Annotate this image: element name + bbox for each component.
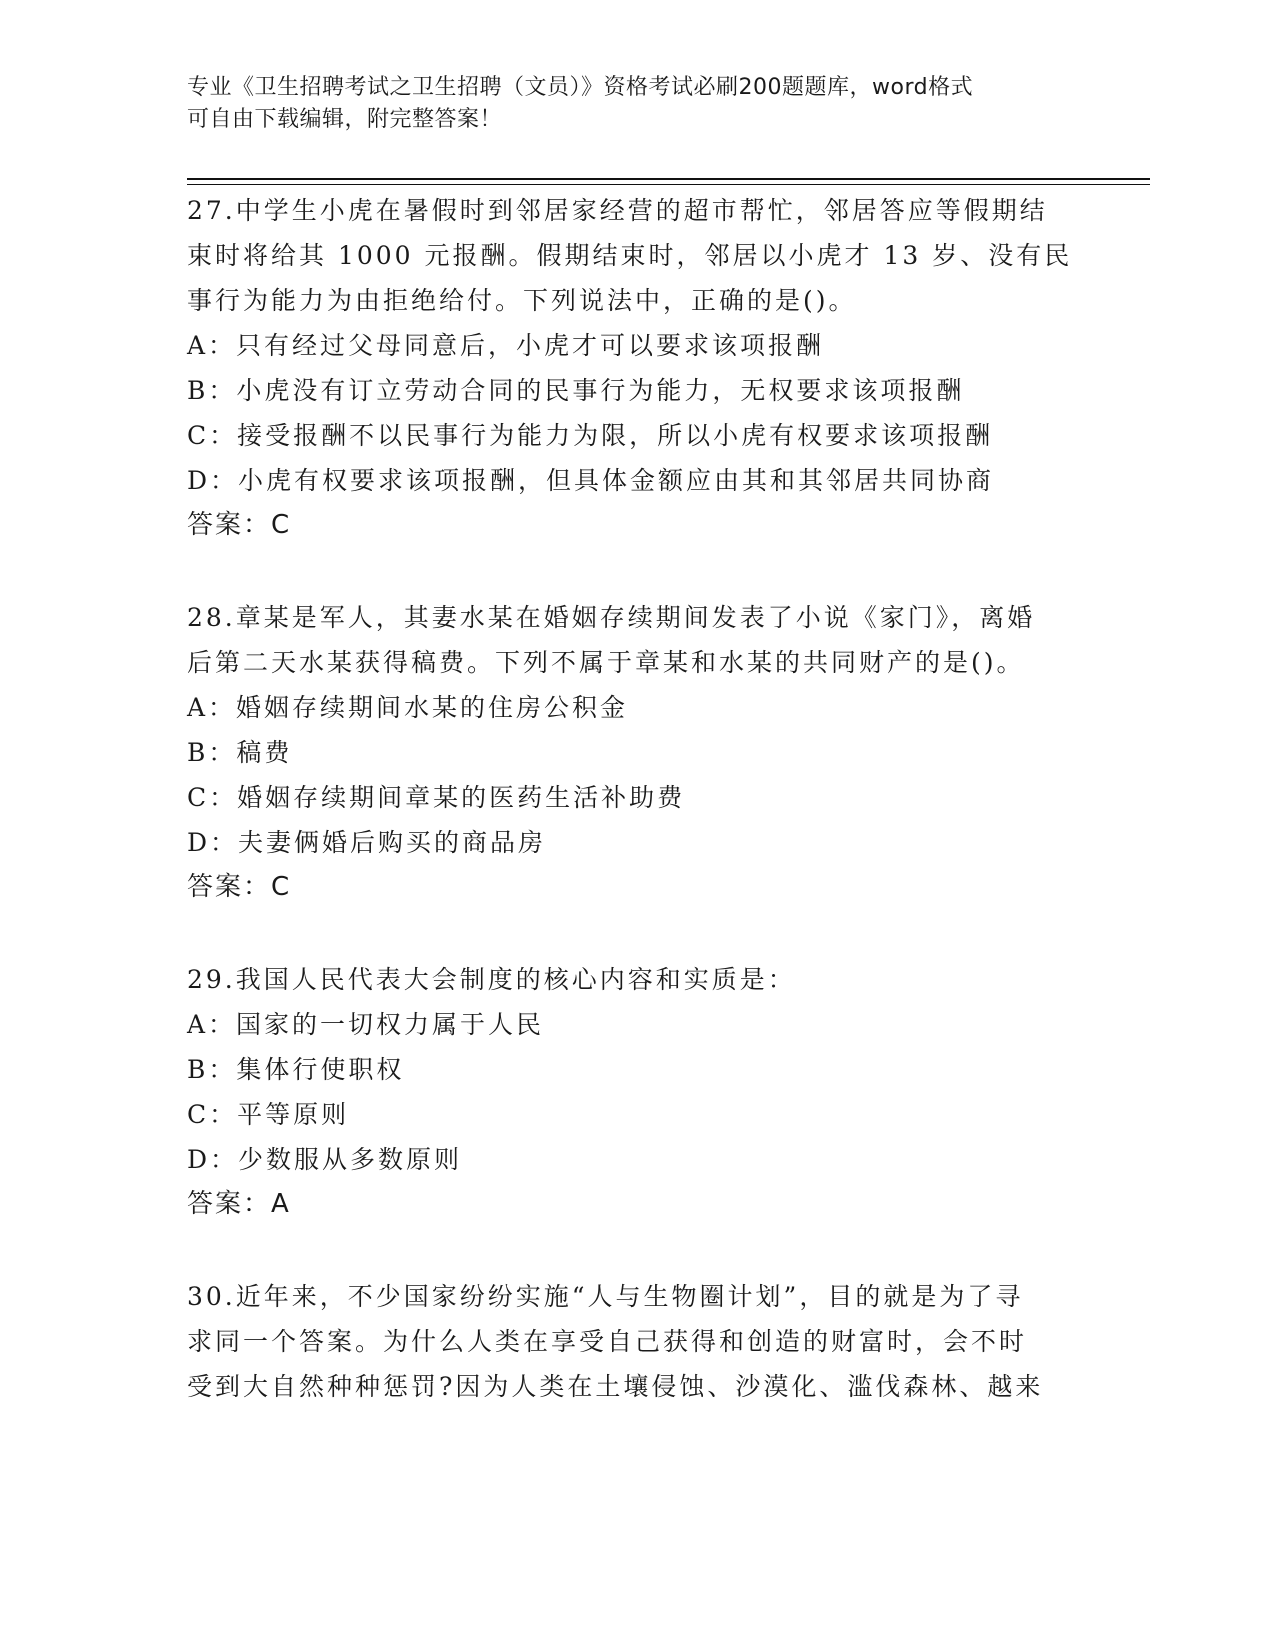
- option-a: A：国家的一切权力属于人民: [187, 1010, 545, 1039]
- question-text-line: 后第二天水某获得稿费。下列不属于章某和水某的共同财产的是()。: [187, 648, 1025, 677]
- option-c: C：平等原则: [187, 1100, 350, 1129]
- option-c: C：婚姻存续期间章某的医药生活补助费: [187, 783, 686, 812]
- header-line-2: 可自由下载编辑，附完整答案！: [187, 107, 503, 132]
- answer-line: 答案：C: [187, 872, 292, 902]
- question-spacer: [187, 1227, 1087, 1274]
- option-d: D：夫妻俩婚后购买的商品房: [187, 828, 547, 857]
- option-c: C：接受报酬不以民事行为能力为限，所以小虎有权要求该项报酬: [187, 421, 994, 450]
- answer-line: 答案：C: [187, 510, 292, 540]
- option-d: D：少数服从多数原则: [187, 1145, 463, 1174]
- question-text-line: 30.近年来，不少国家纷纷实施“人与生物圈计划”，目的就是为了寻: [187, 1282, 1024, 1311]
- answer-line: 答案：A: [187, 1189, 291, 1219]
- question-list: [187, 188, 1087, 1409]
- question-text-line: 28.章某是军人，其妻水某在婚姻存续期间发表了小说《家门》，离婚: [187, 603, 1036, 632]
- option-d: D：小虎有权要求该项报酬，但具体金额应由其和其邻居共同协商: [187, 466, 995, 495]
- question-28: [187, 595, 1087, 910]
- question-text-line: 求同一个答案。为什么人类在享受自己获得和创造的财富时，会不时: [187, 1327, 1028, 1356]
- question-text-line: 27.中学生小虎在暑假时到邻居家经营的超市帮忙，邻居答应等假期结: [187, 196, 1048, 225]
- header-divider-thick: [187, 178, 1150, 180]
- question-text-line: 事行为能力为由拒绝给付。下列说法中，正确的是()。: [187, 286, 857, 315]
- option-a: A：婚姻存续期间水某的住房公积金: [187, 693, 629, 722]
- header-divider-thin: [187, 184, 1150, 185]
- option-b: B：集体行使职权: [187, 1055, 405, 1084]
- question-text-line: 29.我国人民代表大会制度的核心内容和实质是：: [187, 965, 796, 994]
- question-text-line: 束时将给其 1000 元报酬。假期结束时，邻居以小虎才 13 岁、没有民: [187, 241, 1073, 270]
- question-29: [187, 957, 1087, 1227]
- question-text-line: 受到大自然种种惩罚?因为人类在土壤侵蚀、沙漠化、滥伐森林、越来: [187, 1372, 1044, 1401]
- option-b: B：稿费: [187, 738, 293, 767]
- document-header: [187, 72, 1067, 136]
- question-spacer: [187, 910, 1087, 957]
- question-30: [187, 1274, 1087, 1409]
- question-27: [187, 188, 1087, 548]
- question-spacer: [187, 548, 1087, 595]
- option-b: B：小虎没有订立劳动合同的民事行为能力，无权要求该项报酬: [187, 376, 965, 405]
- header-line-1: 专业《卫生招聘考试之卫生招聘（文员）》资格考试必刷200题题库，word格式: [187, 75, 974, 100]
- option-a: A：只有经过父母同意后，小虎才可以要求该项报酬: [187, 331, 825, 360]
